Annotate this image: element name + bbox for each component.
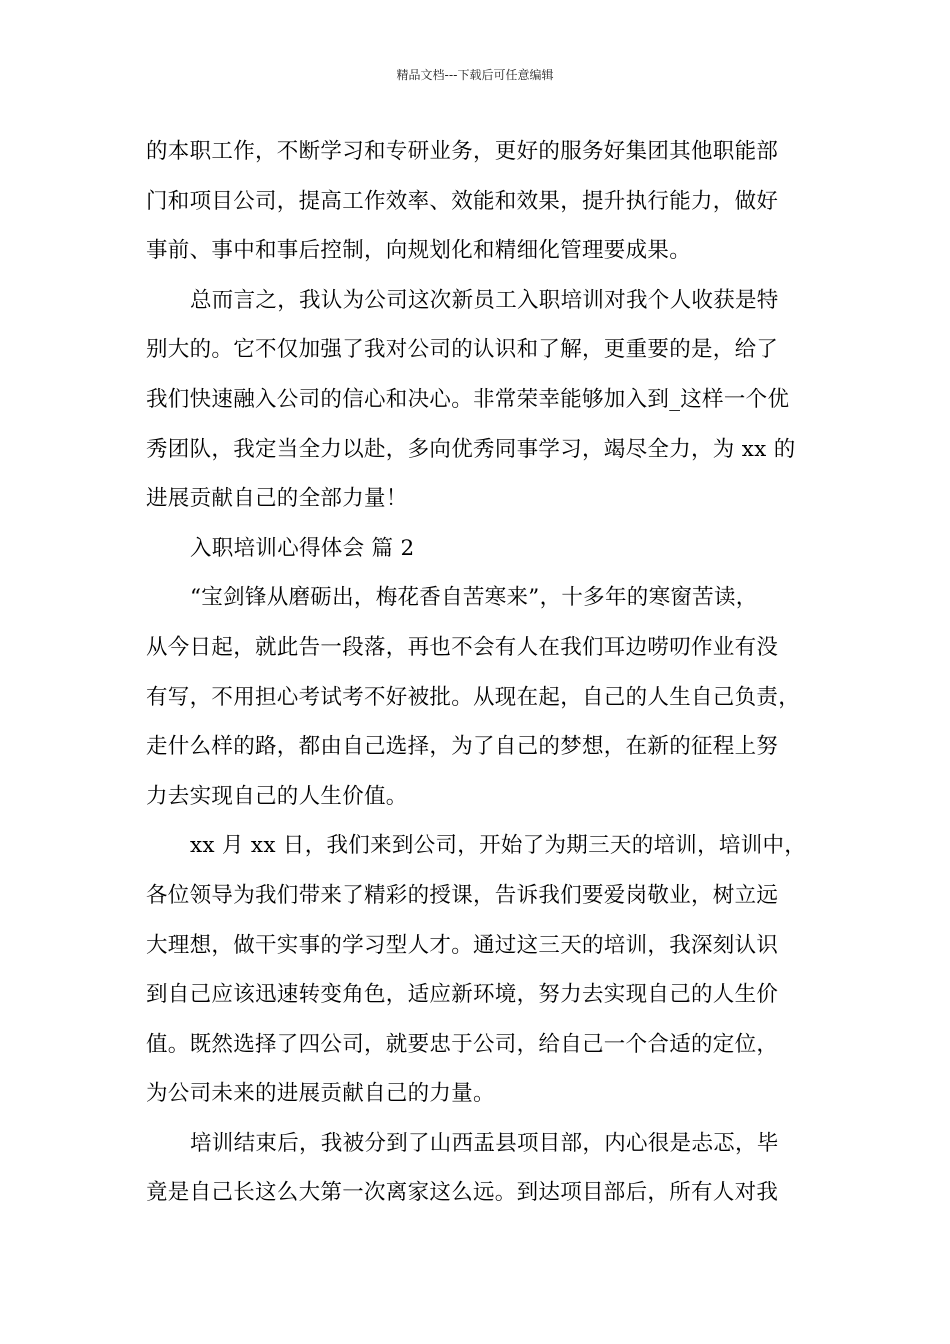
text-line: 秀团队，我定当全力以赴，多向优秀同事学习，竭尽全力，为 xx 的 bbox=[146, 436, 796, 462]
text-line: 走什么样的路，都由自己选择，为了自己的梦想，在新的征程上努 bbox=[146, 734, 779, 760]
text-line: 大理想，做干实事的学习型人才。通过这三天的培训，我深刻认识 bbox=[146, 932, 779, 958]
paragraph-start-line: 总而言之，我认为公司这次新员工入职培训对我个人收获是特 bbox=[190, 287, 779, 313]
text-line: 门和项目公司，提高工作效率、效能和效果，提升执行能力，做好 bbox=[146, 188, 779, 214]
document-body bbox=[146, 127, 846, 1218]
paragraph-start-line: xx 月 xx 日，我们来到公司，开始了为期三天的培训，培训中， bbox=[190, 833, 807, 859]
text-line: 各位领导为我们带来了精彩的授课，告诉我们要爱岗敬业，树立远 bbox=[146, 882, 779, 908]
text-line: 为公司未来的进展贡献自己的力量。 bbox=[146, 1081, 495, 1107]
text-line: 我们快速融入公司的信心和决心。非常荣幸能够加入到_这样一个优 bbox=[146, 386, 790, 412]
section-heading: 入职培训心得体会 篇 2 bbox=[190, 535, 415, 561]
text-line: 别大的。它不仅加强了我对公司的认识和了解，更重要的是，给了 bbox=[146, 337, 779, 363]
text-line: 竟是自己长这么大第一次离家这么远。到达项目部后，所有人对我 bbox=[146, 1180, 779, 1206]
text-line: 从今日起，就此告一段落，再也不会有人在我们耳边唠叨作业有没 bbox=[146, 634, 779, 660]
text-line: 进展贡献自己的全部力量！ bbox=[146, 486, 408, 512]
text-line: 到自己应该迅速转变角色，适应新环境，努力去实现自己的人生价 bbox=[146, 982, 779, 1008]
text-line: 的本职工作，不断学习和专研业务，更好的服务好集团其他职能部 bbox=[146, 139, 779, 164]
page-header: 精品文档---下载后可任意编辑 bbox=[396, 68, 554, 82]
text-line: 力去实现自己的人生价值。 bbox=[146, 783, 408, 809]
text-line: 事前、事中和事后控制，向规划化和精细化管理要成果。 bbox=[146, 238, 692, 264]
paragraph-start-line: “宝剑锋从磨砺出，梅花香自苦寒来”，十多年的寒窗苦读， bbox=[190, 585, 758, 611]
paragraph-start-line: 培训结束后，我被分到了山西盂县项目部，内心很是忐忑，毕 bbox=[190, 1130, 779, 1156]
text-line: 值。既然选择了四公司，就要忠于公司，给自己一个合适的定位， bbox=[146, 1031, 779, 1057]
text-line: 有写，不用担心考试考不好被批。从现在起，自己的人生自己负责， bbox=[146, 684, 801, 710]
